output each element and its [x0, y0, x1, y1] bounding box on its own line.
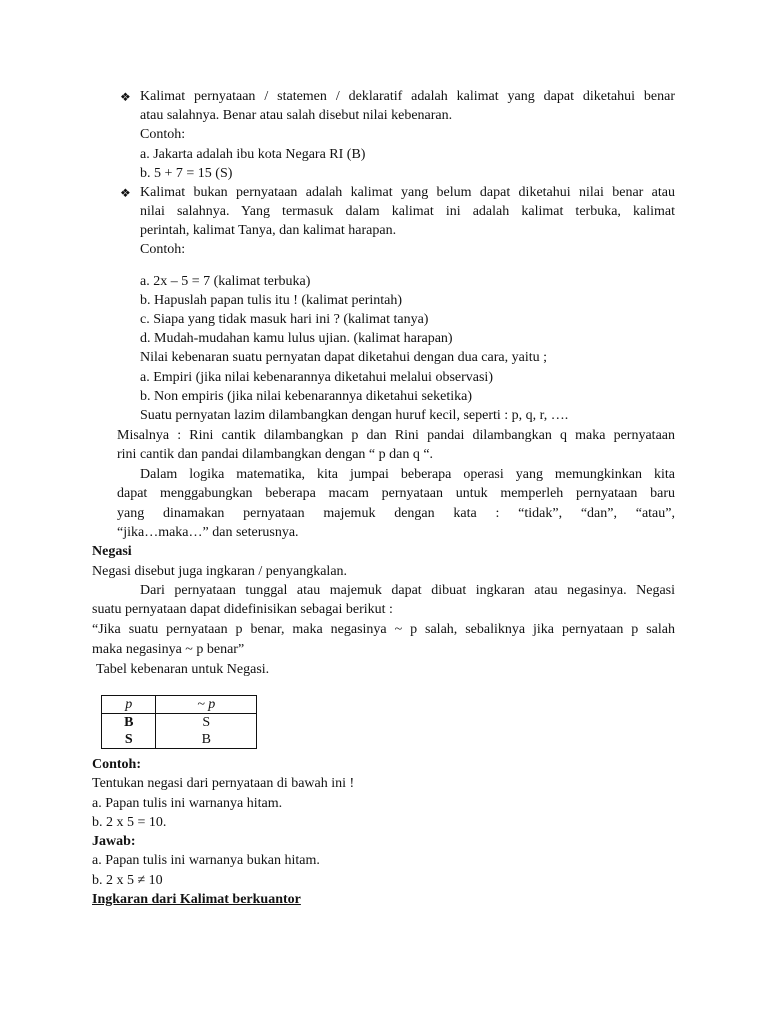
list-item: b. 2 x 5 ≠ 10 — [92, 873, 163, 888]
negasi-line4: “Jika suatu pernyataan p benar, maka negasinya ~ p salah, sebaliknya jika pernyataan p salah — [92, 622, 675, 637]
contoh-heading: Contoh: — [92, 757, 142, 772]
ingkaran-heading: Ingkaran dari Kalimat berkuantor — [92, 892, 301, 907]
nilai-lambang: Suatu pernyatan lazim dilambangkan dengan huruf kecil, seperti : p, q, r, …. — [140, 408, 569, 423]
misalnya-line2: rini cantik dan pandai dilambangkan dengan “ p dan q “. — [117, 447, 434, 462]
contoh-intro: Tentukan negasi dari pernyataan di bawah ini ! — [92, 776, 355, 791]
negasi-line3: suatu pernyataan dapat didefinisikan sebagai berikut : — [92, 602, 393, 617]
table-cell: B — [102, 714, 156, 732]
list-item: a. Jakarta adalah ibu kota Negara RI (B) — [140, 147, 366, 162]
logika-line4: “jika…maka…” dan seterusnya. — [117, 525, 299, 540]
list-item: a. Papan tulis ini warnanya hitam. — [92, 796, 283, 811]
list-item: b. 5 + 7 = 15 (S) — [140, 166, 233, 181]
diamond-bullet-icon: ❖ — [120, 186, 131, 200]
table-header-not-p: ~ p — [156, 696, 257, 714]
list-item: b. 2 x 5 = 10. — [92, 815, 167, 830]
bullet1-contoh: Contoh: — [140, 127, 186, 142]
list-item: d. Mudah-mudahan kamu lulus ujian. (kalimat harapan) — [140, 331, 453, 346]
logika-line2: dapat menggabungkan beberapa macam pernyataan untuk memperleh pernyataan baru — [117, 486, 675, 501]
table-row — [102, 714, 257, 732]
table-cell: S — [156, 714, 257, 732]
bullet2-line1: Kalimat bukan pernyataan adalah kalimat yang belum dapat diketahui nilai benar atau — [140, 185, 675, 200]
list-item: a. 2x – 5 = 7 (kalimat terbuka) — [140, 274, 311, 289]
bullet2-contoh: Contoh: — [140, 242, 186, 257]
table-cell: B — [156, 731, 257, 749]
misalnya-line1: Misalnya : Rini cantik dilambangkan p dan Rini pandai dilambangkan q maka pernyataan — [117, 428, 675, 443]
bullet1-line2: atau salahnya. Benar atau salah disebut nilai kebenaran. — [140, 108, 453, 123]
table-header-p: p — [102, 696, 156, 714]
logika-line1: Dalam logika matematika, kita jumpai beberapa operasi yang memungkinkan kita — [140, 467, 675, 482]
list-item: c. Siapa yang tidak masuk hari ini ? (kalimat tanya) — [140, 312, 429, 327]
tabel-label: Tabel kebenaran untuk Negasi. — [96, 662, 270, 677]
list-item: a. Empiri (jika nilai kebenarannya diketahui melalui observasi) — [140, 370, 493, 385]
bullet2-line2: nilai salahnya. Yang termasuk dalam kalimat ini adalah kalimat terbuka, kalimat — [140, 204, 675, 219]
negasi-line2: Dari pernyataan tunggal atau majemuk dapat dibuat ingkaran atau negasinya. Negasi — [140, 583, 675, 598]
jawab-heading: Jawab: — [92, 834, 136, 849]
negasi-heading: Negasi — [92, 544, 132, 559]
diamond-bullet-icon: ❖ — [120, 90, 131, 104]
logika-line3: yang dinamakan pernyataan majemuk dengan kata : “tidak”, “dan”, “atau”, — [117, 506, 675, 521]
bullet1-line1: Kalimat pernyataan / statemen / deklaratif adalah kalimat yang dapat diketahui benar — [140, 89, 675, 104]
list-item: b. Hapuslah papan tulis itu ! (kalimat perintah) — [140, 293, 403, 308]
negasi-line5: maka negasinya ~ p benar” — [92, 642, 245, 657]
bullet2-line3: perintah, kalimat Tanya, dan kalimat harapan. — [140, 223, 397, 238]
list-item: a. Papan tulis ini warnanya bukan hitam. — [92, 853, 320, 868]
nilai-intro: Nilai kebenaran suatu pernyatan dapat diketahui dengan dua cara, yaitu ; — [140, 350, 547, 365]
negasi-line1: Negasi disebut juga ingkaran / penyangkalan. — [92, 564, 348, 579]
negation-truth-table — [101, 695, 257, 749]
table-cell: S — [102, 731, 156, 749]
table-row — [102, 731, 257, 749]
list-item: b. Non empiris (jika nilai kebenarannya diketahui seketika) — [140, 389, 473, 404]
